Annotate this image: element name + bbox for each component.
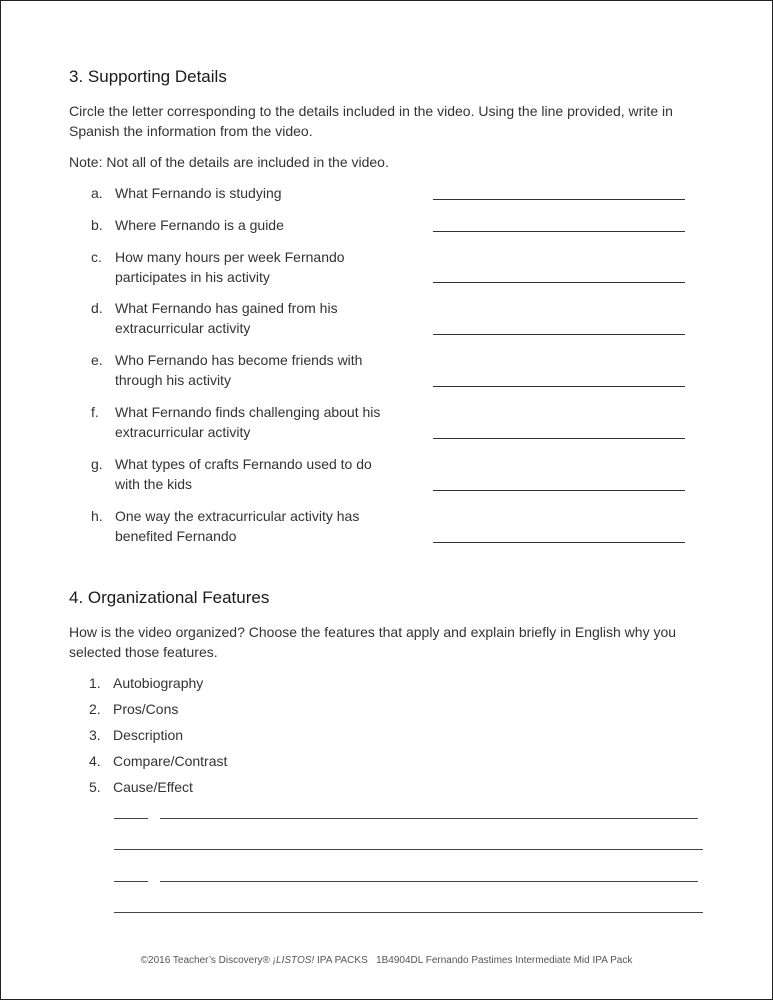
answer-line-f[interactable] xyxy=(433,438,685,439)
feature-number: 3. xyxy=(89,727,101,743)
detail-letter[interactable]: d. xyxy=(91,300,103,316)
feature-label: Compare/Contrast xyxy=(113,753,228,769)
section-3-instructions: Circle the letter corresponding to the details included in the video. Using the line provided, write in Spanish the information from the video. xyxy=(69,103,673,139)
feature-option-compare-contrast[interactable] xyxy=(89,751,227,771)
detail-letter[interactable]: a. xyxy=(91,185,103,201)
detail-item-b[interactable] xyxy=(91,215,391,235)
explanation-line-2[interactable] xyxy=(114,849,703,850)
footer xyxy=(1,955,772,966)
answer-line-d[interactable] xyxy=(433,334,685,335)
explanation-line-1[interactable] xyxy=(160,818,698,819)
detail-letter[interactable]: c. xyxy=(91,249,102,265)
detail-item-d[interactable] xyxy=(91,298,391,338)
feature-label: Autobiography xyxy=(113,675,204,691)
detail-item-e[interactable] xyxy=(91,350,391,390)
feature-label: Description xyxy=(113,727,184,743)
feature-option-pros-cons[interactable] xyxy=(89,699,178,719)
feature-number-blank-1[interactable] xyxy=(114,818,148,819)
detail-text: What types of crafts Fernando used to do with the kids xyxy=(115,456,372,492)
detail-text: Who Fernando has become friends with through his activity xyxy=(115,352,363,388)
feature-option-cause-effect[interactable] xyxy=(89,777,193,797)
feature-number: 1. xyxy=(89,675,101,691)
detail-text: What Fernando has gained from his extracurricular activity xyxy=(115,300,338,336)
section-3-heading: 3. Supporting Details xyxy=(69,67,227,86)
detail-item-f[interactable] xyxy=(91,402,391,442)
explanation-line-4[interactable] xyxy=(114,912,703,913)
detail-item-g[interactable] xyxy=(91,454,391,494)
feature-option-autobiography[interactable] xyxy=(89,673,203,693)
detail-text: What Fernando is studying xyxy=(115,185,282,201)
section-3-note: Note: Not all of the details are included in the video. xyxy=(69,154,389,170)
feature-number: 2. xyxy=(89,701,101,717)
feature-number: 4. xyxy=(89,753,101,769)
footer-product-info: IPA PACKS 1B4904DL Fernando Pastimes Intermediate Mid IPA Pack xyxy=(314,955,633,966)
feature-number-blank-2[interactable] xyxy=(114,881,148,882)
section-4-instructions: How is the video organized? Choose the features that apply and explain briefly in English why you selected those features. xyxy=(69,624,677,660)
detail-letter[interactable]: h. xyxy=(91,508,103,524)
explanation-line-3[interactable] xyxy=(160,881,698,882)
answer-line-g[interactable] xyxy=(433,490,685,491)
answer-line-a[interactable] xyxy=(433,199,685,200)
feature-label: Pros/Cons xyxy=(113,701,179,717)
detail-item-a[interactable] xyxy=(91,183,391,203)
feature-option-description[interactable] xyxy=(89,725,183,745)
detail-letter[interactable]: f. xyxy=(91,404,99,420)
answer-line-c[interactable] xyxy=(433,282,685,283)
detail-item-h[interactable] xyxy=(91,506,391,546)
detail-letter[interactable]: g. xyxy=(91,456,103,472)
detail-text: Where Fernando is a guide xyxy=(115,217,284,233)
detail-text: How many hours per week Fernando participates in his activity xyxy=(115,249,345,285)
feature-number: 5. xyxy=(89,779,101,795)
answer-line-e[interactable] xyxy=(433,386,685,387)
detail-letter[interactable]: b. xyxy=(91,217,103,233)
answer-line-h[interactable] xyxy=(433,542,685,543)
answer-line-b[interactable] xyxy=(433,231,685,232)
footer-copyright: ©2016 Teacher’s Discovery® xyxy=(140,955,270,966)
detail-text: One way the extracurricular activity has benefited Fernando xyxy=(115,508,360,544)
section-4-heading: 4. Organizational Features xyxy=(69,588,270,607)
footer-brand: ¡LISTOS! xyxy=(272,955,315,966)
detail-item-c[interactable] xyxy=(91,247,391,287)
feature-label: Cause/Effect xyxy=(113,779,193,795)
detail-text: What Fernando finds challenging about his extracurricular activity xyxy=(115,404,381,440)
detail-letter[interactable]: e. xyxy=(91,352,103,368)
